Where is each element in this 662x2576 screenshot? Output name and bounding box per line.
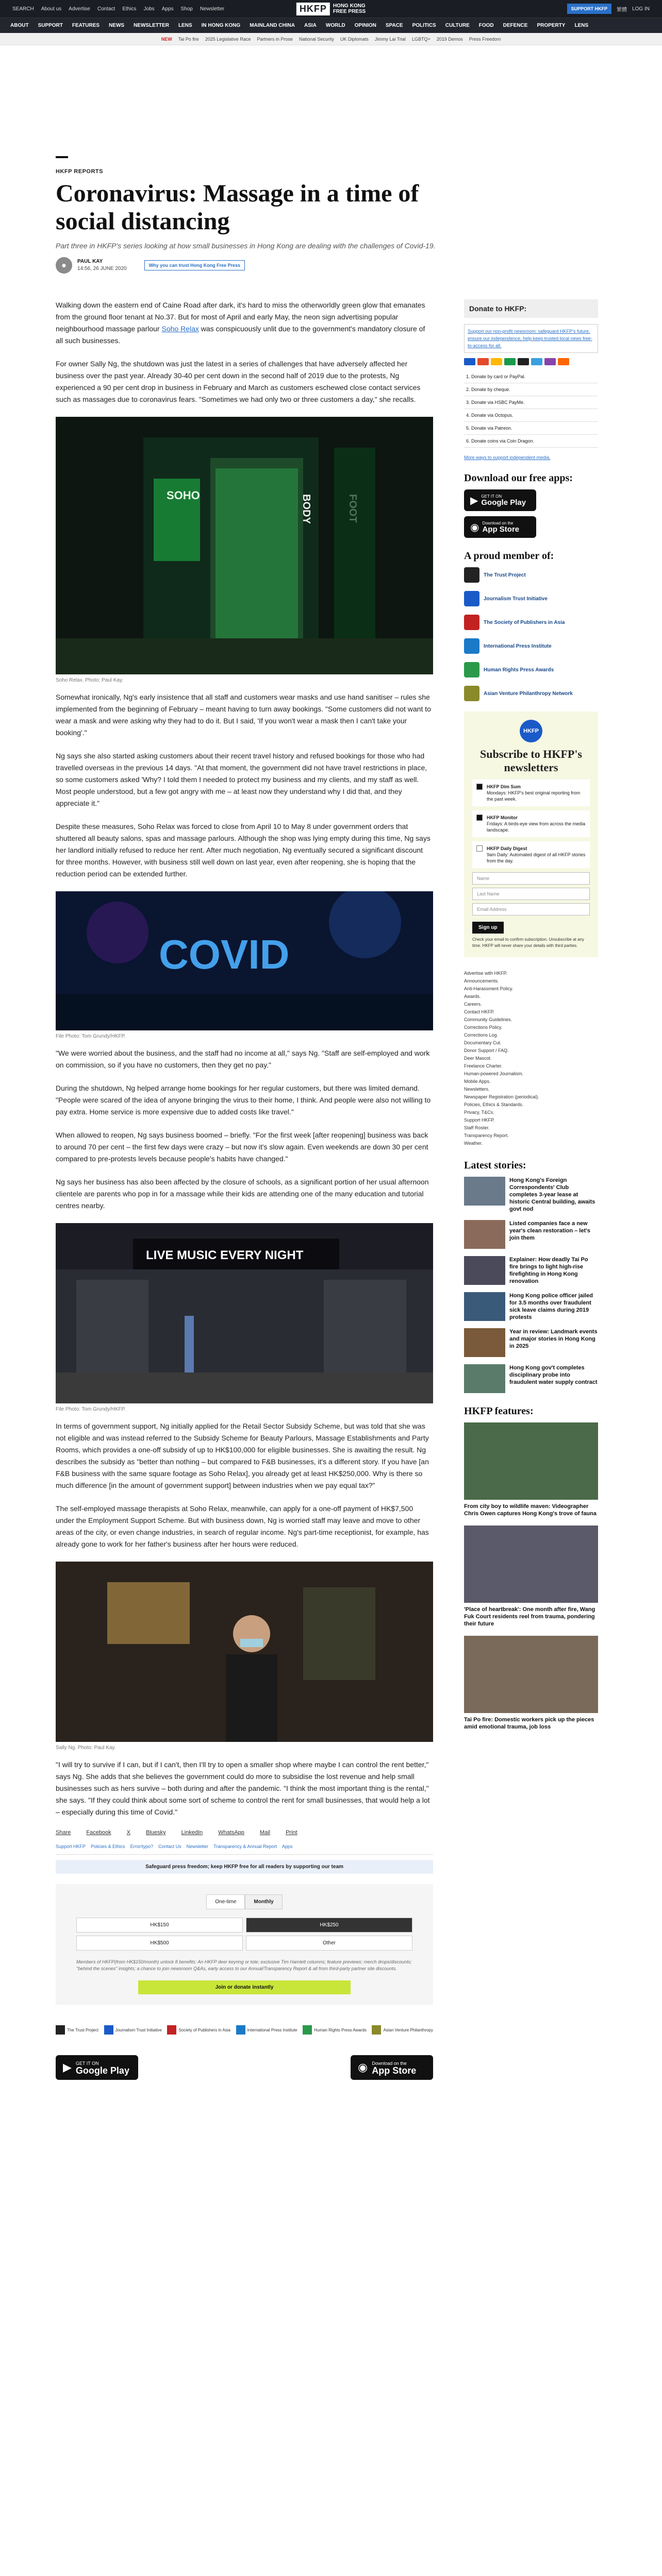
tag-link[interactable]: Tai Po fire (178, 36, 199, 42)
site-link[interactable]: Mobile Apps. (464, 1079, 491, 1084)
policy-link[interactable]: Transparency & Annual Report (213, 1844, 277, 1849)
logo-wordmark (333, 3, 366, 14)
member-logo[interactable] (303, 2025, 367, 2035)
apple-icon: ◉ (470, 521, 479, 533)
site-link[interactable]: Careers. (464, 1002, 482, 1007)
photo-sally-ng[interactable] (56, 1562, 433, 1742)
newsletter-option[interactable] (472, 779, 590, 806)
policy-link[interactable]: Error/typo? (130, 1844, 154, 1849)
site-link[interactable]: Advertise with HKFP. (464, 971, 507, 976)
sidebar (464, 299, 598, 2080)
story-headline: Year in review: Landmark events and major stories in Hong Kong in 2025 (509, 1329, 598, 1349)
login-link[interactable]: LOG IN (632, 6, 650, 12)
portrait-illustration (56, 1562, 433, 1742)
photo-caption: Soho Relax. Photo: Paul Kay. (56, 677, 124, 683)
figure (56, 891, 433, 1039)
story-thumbnail (464, 1328, 505, 1357)
neon-sign-body: BODY (301, 494, 312, 524)
feature-item[interactable] (464, 1422, 598, 1517)
nav-item[interactable]: SUPPORT (38, 23, 63, 28)
newsletter-desc: Mondays: HKFP's best original reporting from the past week. (487, 790, 581, 802)
nav-item[interactable]: PROPERTY (537, 23, 566, 28)
play-icon: ▶ (63, 2061, 72, 2074)
top-utility-bar (0, 0, 662, 18)
site-link[interactable]: Newspaper Registration (periodical). (464, 1094, 539, 1099)
member-name: Human Rights Press Awards (314, 2027, 367, 2032)
store-text (372, 2060, 416, 2076)
logo-line-2: FREE PRESS (333, 9, 366, 14)
visa-icon (464, 358, 475, 365)
checkbox-unchecked[interactable] (476, 845, 483, 852)
story-thumbnail (464, 1292, 505, 1321)
story-headline: Listed companies face a new year's clean restoration – let's join them (509, 1221, 590, 1241)
features-heading: HKFP features: (464, 1405, 534, 1417)
app-store-badge[interactable] (464, 516, 536, 538)
article-header (0, 156, 662, 274)
trust-project-icon (464, 567, 479, 583)
membership-note: Members of HKFP(from HK$150/month) unlock 8 benefits: An HKFP deer keyring or tote; exclusive Tim Hamlett columns; feature previews; merch drops/discounts; "behind the scenes" insights; a chance to join newsroom Q&As, early access to our Annual/Transparency Report & all from third-party partner site discounts. (76, 1959, 412, 1971)
amount-option-other[interactable]: Other (246, 1936, 412, 1951)
street-illustration (56, 1223, 433, 1403)
member-logo[interactable] (167, 2025, 230, 2035)
newsletter-signup (464, 711, 598, 957)
checkbox-checked[interactable] (476, 815, 483, 821)
figure (56, 1562, 433, 1751)
amount-option[interactable]: HK$150 (76, 1918, 243, 1933)
donate-widget (56, 1884, 433, 2005)
utility-link-ethics[interactable]: Ethics (122, 6, 137, 12)
support-independent-link[interactable]: More ways to support independent media. (464, 455, 551, 460)
site-link[interactable]: Corrections Log. (464, 1032, 499, 1038)
member-item[interactable] (464, 591, 598, 606)
article-body (56, 299, 433, 2080)
freq-monthly[interactable]: Monthly (245, 1894, 282, 1909)
nav-item[interactable]: DEFENCE (503, 23, 528, 28)
store-text (482, 520, 519, 534)
store-pre: GET IT ON (481, 494, 502, 499)
sopa-icon (167, 2025, 176, 2035)
photo-street-music[interactable] (56, 1223, 433, 1403)
policy-link[interactable]: Newsletter (186, 1844, 209, 1849)
member-logo[interactable] (372, 2025, 433, 2035)
hrpa-icon (464, 662, 479, 677)
utility-link-contact[interactable]: Contact (97, 6, 115, 12)
tag-link[interactable]: Jimmy Lai Trial (374, 36, 406, 42)
share-bar (56, 1829, 433, 1836)
nav-item[interactable]: WORLD (325, 23, 345, 28)
neon-sign-soho: SOHO (167, 489, 200, 502)
store-text (481, 494, 526, 507)
site-link[interactable]: Support HKFP. (464, 1117, 495, 1123)
newsletter-desc: 9am Daily: Automated digest of all HKFP stories from the day. (487, 852, 586, 863)
donate-option[interactable]: 3. Donate via HSBC PayMe. (464, 396, 598, 409)
feature-image (464, 1526, 598, 1603)
soho-relax-link[interactable]: Soho Relax (161, 325, 199, 333)
nav-item[interactable]: ASIA (304, 23, 317, 28)
feature-headline: From city boy to wildlife maven: Videographer Chris Owen captures Hong Kong's trove of fauna (464, 1503, 597, 1517)
story-thumbnail (464, 1256, 505, 1285)
donate-intro (464, 324, 598, 353)
donate-heading: Donate to HKFP: (464, 299, 598, 318)
new-label: NEW (161, 36, 172, 42)
story-item[interactable] (464, 1220, 598, 1249)
nav-item[interactable]: FOOD (478, 23, 494, 28)
nav-item[interactable]: POLITICS (412, 23, 436, 28)
feature-image (464, 1422, 598, 1500)
utility-link-advertise[interactable]: Advertise (69, 6, 90, 12)
nav-item[interactable]: MAINLAND CHINA (250, 23, 295, 28)
site-links (464, 970, 598, 1147)
member-name: Human Rights Press Awards (484, 667, 554, 673)
policy-link[interactable]: Contact Us (158, 1844, 181, 1849)
paragraph-text: Walking down the eastern end of Caine Road after dark, it's hard to miss the otherworldly green glow that emanates from the ground floor tenant at No.37. But for most of April and early May, the neon sign advertising popular neighbourhood massage parlour (56, 301, 425, 333)
page-layout (0, 299, 662, 2080)
donate-option[interactable]: 2. Donate by cheque. (464, 383, 598, 396)
play-icon: ▶ (470, 495, 478, 506)
neon-text: COVID (159, 931, 290, 977)
newsletter-name: HKFP Dim Sum (487, 784, 521, 789)
paragraph: The self-employed massage therapists at Soho Relax, meanwhile, can apply for a one-off payment of HK$7,500 under the Employment Support Scheme. But with business down, Ng is worried staff may leave and move to other areas of the city, or even change industries, in search of regular income. Ng's part-time receptionist, for example, has already gone to work for her father's business after her hours were reduced. (56, 1504, 429, 1548)
checkbox-checked[interactable] (476, 784, 483, 790)
photo-caption: File Photo: Tom Grundy/HKFP. (56, 1406, 126, 1412)
author-name[interactable]: PAUL KAY (77, 259, 103, 264)
paragraph-text: was conspicuously unlit due to the government's mandatory closure of all such businesses. (56, 325, 425, 345)
site-link[interactable]: Privacy, T&Cs. (464, 1110, 494, 1115)
newsletter-name: HKFP Daily Digest (487, 846, 527, 851)
site-link[interactable]: Donor Support / FAQ. (464, 1048, 509, 1053)
sign-up-button[interactable]: Sign up (472, 922, 504, 934)
neon-street-illustration (56, 891, 433, 1030)
member-item[interactable] (464, 615, 598, 630)
trust-badge-link[interactable]: Why you can trust Hong Kong Free Press (144, 260, 245, 270)
story-headline: Hong Kong's Foreign Correspondents' Club completes 3-year lease at historic Central building, awaits govt nod (509, 1177, 595, 1212)
google-play-badge[interactable] (464, 489, 536, 511)
nav-item[interactable]: NEWS (109, 23, 125, 28)
amount-option[interactable]: HK$500 (76, 1936, 243, 1951)
paragraph: Ng says her business has also been affected by the closure of schools, as a significant portion of her usual afternoon clientele are parents who pop in for a massage while their kids are attending one of the many education and tutorial centres nearby. (56, 1178, 429, 1210)
donate-amounts (76, 1918, 412, 1951)
donate-option[interactable]: 1. Donate by card or PayPal. (464, 370, 598, 383)
story-item[interactable] (464, 1292, 598, 1321)
membership-logos (56, 2025, 433, 2035)
story-thumbnail (464, 1364, 505, 1393)
tag-link[interactable]: 2025 Legislative Race (205, 36, 251, 42)
payme-icon (504, 358, 516, 365)
topbar-actions (567, 4, 650, 14)
site-link[interactable]: Freelance Charter. (464, 1063, 503, 1069)
tag-link[interactable]: National Security (299, 36, 334, 42)
member-name: Journalism Trust Initiative (115, 2027, 162, 2032)
photo-caption: File Photo: Tom Grundy/HKFP. (56, 1033, 126, 1039)
proud-member-list (464, 567, 598, 701)
share-linkedin[interactable]: LinkedIn (181, 1829, 203, 1836)
site-link[interactable]: Awards. (464, 994, 481, 999)
ipi-icon (464, 638, 479, 654)
newsletter-option[interactable] (472, 841, 590, 868)
header-rule (56, 156, 68, 158)
feature-headline: 'Place of heartbreak': One month after fire, Wang Fuk Court residents reel from trauma, pondering their future (464, 1606, 595, 1627)
newsletter-option-text (487, 845, 586, 864)
main-navigation (0, 18, 662, 33)
app-download-row (56, 2055, 433, 2080)
ipi-icon (236, 2025, 245, 2035)
policy-link[interactable]: Support HKFP (56, 1844, 86, 1849)
newsletter-title: Subscribe to HKFP's newsletters (479, 748, 582, 774)
story-item[interactable] (464, 1177, 598, 1213)
story-thumbnail (464, 1220, 505, 1249)
feature-item[interactable] (464, 1526, 598, 1628)
last-name-field[interactable]: Last Name (472, 888, 590, 900)
site-link[interactable]: Contact HKFP. (464, 1009, 494, 1014)
share-whatsapp[interactable]: WhatsApp (218, 1829, 244, 1836)
donate-option[interactable]: 6. Donate coins via Coin Dragon. (464, 435, 598, 448)
sopa-icon (464, 615, 479, 630)
nav-item[interactable]: CULTURE (445, 23, 470, 28)
paragraph: Despite these measures, Soho Relax was forced to close from April 10 to May 8 under government orders that shuttered all beauty salons, spas and massage parlours. Although the shop was lying empty during this time, Ng says her landlord initially refused to reduce her rent. After much negotiation, Ng eventually secured a significant discount for three months. However, with business still well down on last year, even after reopening, she is hoping that the reduction period can be extended further. (56, 822, 431, 878)
nav-item[interactable]: LENS (574, 23, 589, 28)
publish-date: 14:56, 26 JUNE 2020 (77, 266, 127, 272)
policy-link[interactable]: Apps (282, 1844, 293, 1849)
support-hkfp-button[interactable]: SUPPORT HKFP (567, 4, 612, 14)
utility-link-jobs[interactable]: Jobs (143, 6, 155, 12)
feature-image (464, 1636, 598, 1713)
donate-intro-link[interactable]: Support our non-profit newsroom: safeguard HKFP's future, ensure our independence, help keep trusted local news free-to-access for all. (468, 329, 592, 348)
tag-link[interactable]: UK Diplomats (340, 36, 369, 42)
story-item[interactable] (464, 1364, 598, 1393)
store-pre: GET IT ON (75, 2060, 99, 2066)
nav-item[interactable]: LENS (178, 23, 192, 28)
store-pre: Download on the (372, 2060, 407, 2066)
newsletter-option[interactable] (472, 810, 590, 837)
patreon-icon (558, 358, 569, 365)
article-title: Coronavirus: Massage in a time of social distancing (56, 180, 419, 235)
paypal-icon (531, 358, 542, 365)
photo-caption: Sally Ng. Photo: Paul Kay. (56, 1745, 116, 1751)
nav-item[interactable]: IN HONG KONG (201, 23, 241, 28)
member-item[interactable] (464, 662, 598, 677)
google-play-badge[interactable] (56, 2055, 138, 2080)
avpn-icon (372, 2025, 381, 2035)
share-print[interactable]: Print (286, 1829, 297, 1836)
apps-heading: Download our free apps: (464, 472, 573, 484)
site-link[interactable]: Staff Roster. (464, 1125, 490, 1130)
policy-links (56, 1844, 433, 1855)
app-store-badge[interactable] (351, 2055, 433, 2080)
paragraph: "I will try to survive if I can, but if I can't, then I'll try to open a smaller shop where maybe I can control the rent better," says Ng. She adds that she believes the government could do more to subsidise the lost revenue and help small businesses such as hers survive – both during and after the pandemic. "I think the most important thing is the rental," she says. "If they could think about some sort of scheme to control the rent for small businesses, that would help a lot – especially during this time of Covid." (56, 1760, 430, 1816)
support-promo-banner[interactable]: Safeguard press freedom; keep HKFP free for all readers by supporting our team (56, 1860, 433, 1874)
figure (56, 417, 433, 683)
nav-item[interactable]: NEWSLETTER (134, 23, 169, 28)
article-category[interactable]: HKFP REPORTS (56, 168, 103, 175)
donate-option[interactable]: 4. Donate via Octopus. (464, 409, 598, 422)
member-name: The Trust Project (67, 2027, 98, 2032)
member-item[interactable] (464, 638, 598, 654)
member-name: Society of Publishers in Asia (178, 2027, 230, 2032)
utility-link-newsletter[interactable]: Newsletter (200, 6, 225, 12)
story-thumbnail (464, 1177, 505, 1206)
paragraph: When allowed to reopen, Ng says business boomed – briefly. "For the first week [after reopening] business was back to around 70 per cent – the first few days were crazy – but now it's slow again. Even weekends are down 30 per cent compared to pre-protests levels because people's habits have changed." (56, 1131, 428, 1163)
proud-member-heading: A proud member of: (464, 550, 554, 562)
tag-link[interactable]: LGBTQ+ (411, 36, 431, 42)
paragraph: Ng says she also started asking customers about their recent travel history and refused bookings for those who had travelled overseas in the previous 14 days. "At that moment, the government did not have travel restrictions in place, so some customers asked 'Why? I told them I needed to protect my business and my clients, and my staff as well. Most people understood, but a few got angry with me – at least now they understand why I did that, and they appreciate it." (56, 752, 427, 807)
figure (56, 1223, 433, 1412)
site-link[interactable]: Human-powered Journalism. (464, 1071, 524, 1076)
nav-item[interactable]: SPACE (385, 23, 403, 28)
site-link[interactable]: Announcements. (464, 978, 499, 984)
apple-icon: ◉ (358, 2061, 368, 2074)
share-label[interactable]: Share (56, 1829, 71, 1836)
newsletter-name: HKFP Monitor (487, 815, 518, 820)
newsletter-option-text (487, 784, 586, 802)
photo-covid-neon[interactable] (56, 891, 433, 1030)
member-name: The Society of Publishers in Asia (484, 619, 565, 625)
article-standfirst: Part three in HKFP's series looking at how small businesses in Hong Kong are dealing with the challenges of Covid-19. (56, 242, 436, 250)
street-sign: LIVE MUSIC EVERY NIGHT (146, 1248, 304, 1262)
feature-item[interactable] (464, 1636, 598, 1731)
member-name: International Press Institute (247, 2027, 297, 2032)
donate-options (464, 370, 598, 448)
store-name: Google Play (75, 2065, 129, 2076)
storefront-illustration (56, 417, 433, 674)
utility-links (12, 6, 224, 12)
email-field[interactable]: Email Address (472, 903, 590, 916)
policy-link[interactable]: Policies & Ethics (91, 1844, 125, 1849)
tag-link[interactable]: 2019 Demos (436, 36, 463, 42)
donate-option[interactable]: 5. Donate via Patreon. (464, 422, 598, 435)
member-name: International Press Institute (484, 643, 552, 649)
member-logo[interactable] (236, 2025, 297, 2035)
newsletter-note: Check your email to confirm subscription. Unsubscribe at any time. HKFP will never share your details with third parties. (472, 937, 584, 948)
trust-project-icon (56, 2025, 65, 2035)
freq-one-time[interactable]: One-time (206, 1894, 245, 1909)
nav-item[interactable]: FEATURES (72, 23, 100, 28)
utility-link-shop[interactable]: Shop (180, 6, 193, 12)
donate-frequency (76, 1894, 412, 1909)
store-name: App Store (372, 2065, 417, 2076)
member-name: The Trust Project (484, 572, 526, 578)
payment-cards (464, 358, 598, 365)
newsletter-badge: HKFP (520, 720, 542, 742)
story-item[interactable] (464, 1256, 598, 1285)
avpn-icon (464, 686, 479, 701)
byline (56, 257, 606, 274)
utility-link-apps[interactable]: Apps (161, 6, 174, 12)
utility-link-search[interactable]: SEARCH (12, 6, 34, 12)
octopus-icon (544, 358, 556, 365)
member-name: Journalism Trust Initiative (484, 596, 548, 602)
site-link[interactable]: Transparency Report. (464, 1133, 509, 1138)
jcb-icon (491, 358, 502, 365)
store-text (76, 2060, 129, 2076)
hrpa-icon (303, 2025, 312, 2035)
story-headline: Hong Kong police officer jailed for 3.5 months over fraudulent sick leave claims during 2019 protests (509, 1293, 593, 1320)
donate-button[interactable]: Join or donate instantly (138, 1980, 351, 1994)
trending-tags (0, 33, 662, 45)
site-link[interactable]: Newsletters. (464, 1087, 490, 1092)
photo-soho-relax[interactable] (56, 417, 433, 674)
paragraph: Somewhat ironically, Ng's early insistence that all staff and customers wear masks and use hand sanitiser – rules she implemented from the beginning of February – meant having to turn away bookings. "Some customers did not want to wear a mask and were asking why they had to do it. But I said, 'If you won't wear a mask then I can't take your booking'." (56, 693, 431, 737)
story-headline: Hong Kong gov't completes disciplinary probe into fraudulent water supply contract (509, 1365, 598, 1385)
newsletter-desc: Fridays: A birds-eye view from across the media landscape. (487, 821, 586, 833)
paragraph (56, 299, 433, 347)
features-list (464, 1422, 598, 1731)
jti-icon (464, 591, 479, 606)
mastercard-icon (477, 358, 489, 365)
jti-icon (104, 2025, 113, 2035)
member-item[interactable] (464, 686, 598, 701)
share-mail[interactable]: Mail (259, 1829, 271, 1836)
amex-icon (518, 358, 529, 365)
paragraph: In terms of government support, Ng initially applied for the Retail Sector Subsidy Scheme, but was told that she was not eligible and was instead referred to the Subsidy Scheme for Beauty Parlours, Massage Establishments and Party Rooms, which provides a one-off subsidy of up to HK$100,000 for eligible businesses. She is awaiting the result. Ng describes the subsidy as "better than nothing – but compared to F&B businesses, it's a different story. If you have [an F&B business with the same square footage as Soho Relax], you already get at least HK$250,000. Why is there so much difference [in the amount of government support] between industries when we pay equal tax?" (56, 1422, 429, 1489)
member-name: Asian Venture Philanthropy Network (484, 690, 573, 697)
site-logo[interactable] (296, 3, 366, 15)
store-name: Google Play (481, 498, 526, 507)
site-link[interactable]: Weather. (464, 1141, 483, 1146)
language-toggle[interactable]: 繁體 (617, 7, 627, 13)
share-facebook[interactable]: Facebook (86, 1829, 111, 1836)
site-link[interactable]: Community Guidelines. (464, 1017, 512, 1022)
utility-link-about[interactable]: About us (41, 6, 62, 12)
share-x[interactable]: X (126, 1829, 131, 1836)
site-link[interactable]: Deer Mascot. (464, 1056, 492, 1061)
newsletter-option-text (487, 815, 586, 833)
nav-item[interactable]: OPINION (354, 23, 376, 28)
latest-stories-list (464, 1177, 598, 1393)
share-bluesky[interactable]: Bluesky (146, 1829, 166, 1836)
member-logo[interactable] (56, 2025, 98, 2035)
member-logo[interactable] (104, 2025, 162, 2035)
paragraph: During the shutdown, Ng helped arrange home bookings for her regular customers, but there was limited demand. "People were scared of the idea of anyone bringing the virus to their home, I think. And people were also not willing to pay extra. Home service is more expensive due to added costs like travel." (56, 1084, 431, 1116)
byline-meta (77, 258, 127, 273)
site-link[interactable]: Documentary Cut. (464, 1040, 502, 1045)
tag-link[interactable]: Press Freedom (469, 36, 501, 42)
story-headline: Explainer: How deadly Tai Po fire brings to light high-rise firefighting in Hong Kong renovation (509, 1257, 588, 1284)
site-link[interactable]: Anti-Harassment Policy. (464, 986, 514, 991)
story-item[interactable] (464, 1328, 598, 1357)
feature-headline: Tai Po fire: Domestic workers pick up the pieces amid emotional trauma, job loss (464, 1717, 594, 1730)
amount-option-selected[interactable]: HK$250 (246, 1918, 412, 1933)
first-name-field[interactable]: Name (472, 872, 590, 885)
site-link[interactable]: Corrections Policy. (464, 1025, 503, 1030)
author-avatar[interactable]: ☻ (56, 257, 72, 274)
member-name: Asian Venture Philanthropy (383, 2027, 433, 2032)
member-item[interactable] (464, 567, 598, 583)
tag-link[interactable]: Partners in Prose (257, 36, 293, 42)
paragraph: For owner Sally Ng, the shutdown was just the latest in a series of challenges that have adversely affected her business over the past year. Already 30-40 per cent down in the second half of 2019 due to the protests, Ng experienced a 90 per cent drop in business in February and March as customers eschewed close contact services such as massages due to coronavirus fears. "Sometimes we had only two or three customers a day," she recalls. (56, 360, 421, 403)
store-pre: Download on the (482, 521, 514, 526)
store-name: App Store (482, 525, 520, 534)
logo-mark: HKFP (296, 3, 330, 15)
paragraph: "We were worried about the business, and the staff had no income at all," says Ng. "Staff are self-employed and work on commission, so if you have no customers, then they get no pay." (56, 1049, 430, 1069)
nav-item[interactable]: ABOUT (10, 23, 29, 28)
latest-stories-heading: Latest stories: (464, 1160, 526, 1171)
site-link[interactable]: Policies, Ethics & Standards. (464, 1102, 524, 1107)
logo-line-1: HONG KONG (333, 3, 366, 9)
